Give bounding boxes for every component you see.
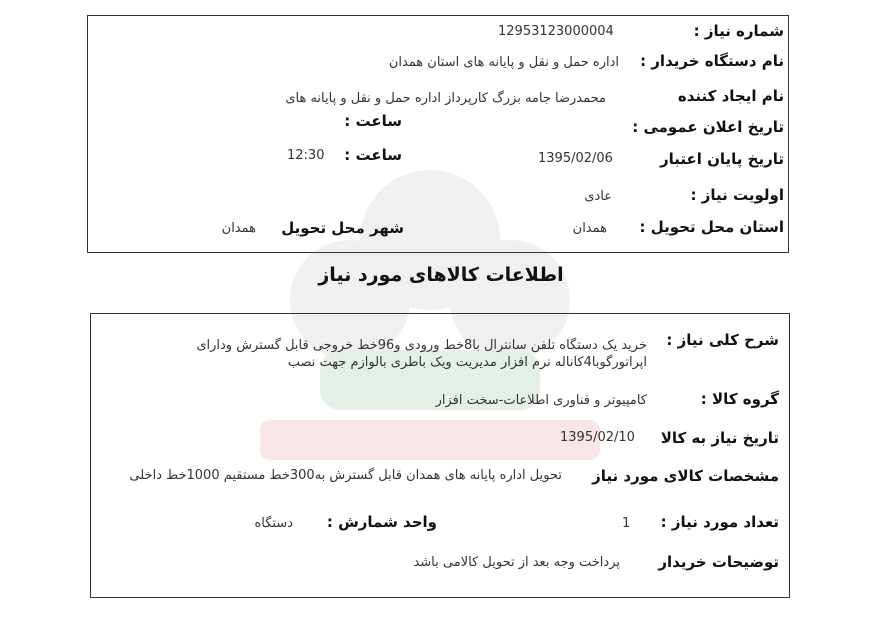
group-label: گروه کالا : (700, 390, 779, 408)
group: کامپیوتر و فناوری اطلاعات-سخت افزار (435, 393, 647, 408)
buyer-notes-label: توضیحات خریدار (658, 553, 779, 571)
province: همدان (572, 221, 607, 236)
priority: عادی (584, 189, 612, 204)
city: همدان (221, 221, 256, 236)
priority-label: اولویت نیاز : (690, 186, 784, 204)
validity-time: 12:30 (287, 148, 325, 163)
need-number-label: شماره نیاز : (693, 22, 784, 40)
announce-time-label: ساعت : (344, 112, 402, 130)
validity-date: 1395/02/06 (538, 151, 613, 166)
city-label: شهر محل تحویل (281, 219, 404, 237)
goods-section-title: اطلاعات کالاهای مورد نیاز (318, 264, 564, 286)
buyer-org-label: نام دستگاه خریدار : (640, 52, 784, 70)
qty: 1 (622, 516, 631, 531)
spec-label: مشخصات کالای مورد نیاز (592, 467, 779, 485)
desc: خرید یک دستگاه تلفن سانترال با8خط ورودی و96خط خروجی قابل گسترش ودارای اپراتورگوبا4کاناله نرم افزار مدیریت ویک باطری بالوازم جهت نصب (196, 338, 647, 370)
province-label: استان محل تحویل : (639, 218, 784, 236)
need-number: 12953123000004 (498, 24, 614, 39)
desc-label: شرح کلی نیاز : (666, 331, 779, 349)
buyer-notes: پرداخت وجه بعد از تحویل کالامی باشد (413, 555, 620, 570)
qty-label: تعداد مورد نیاز : (660, 513, 779, 531)
buyer-org: اداره حمل و نقل و پایانه های استان همدان (388, 55, 619, 70)
need-date-label: تاریخ نیاز به کالا (660, 429, 779, 447)
need-date: 1395/02/10 (560, 430, 635, 445)
creator: محمدرضا جامه بزرگ کارپرداز اداره حمل و نقل و پایانه های (285, 91, 606, 106)
creator-label: نام ایجاد کننده (677, 87, 784, 105)
unit: دستگاه (254, 516, 293, 531)
spec: تحویل اداره پایانه های همدان قابل گسترش به300خط مستقیم 1000خط داخلی (129, 468, 562, 483)
validity-date-label: تاریخ پایان اعتبار (659, 150, 784, 168)
validity-time-label: ساعت : (344, 146, 402, 164)
announce-date-label: تاریخ اعلان عمومی : (632, 118, 784, 136)
unit-label: واحد شمارش : (326, 513, 437, 531)
